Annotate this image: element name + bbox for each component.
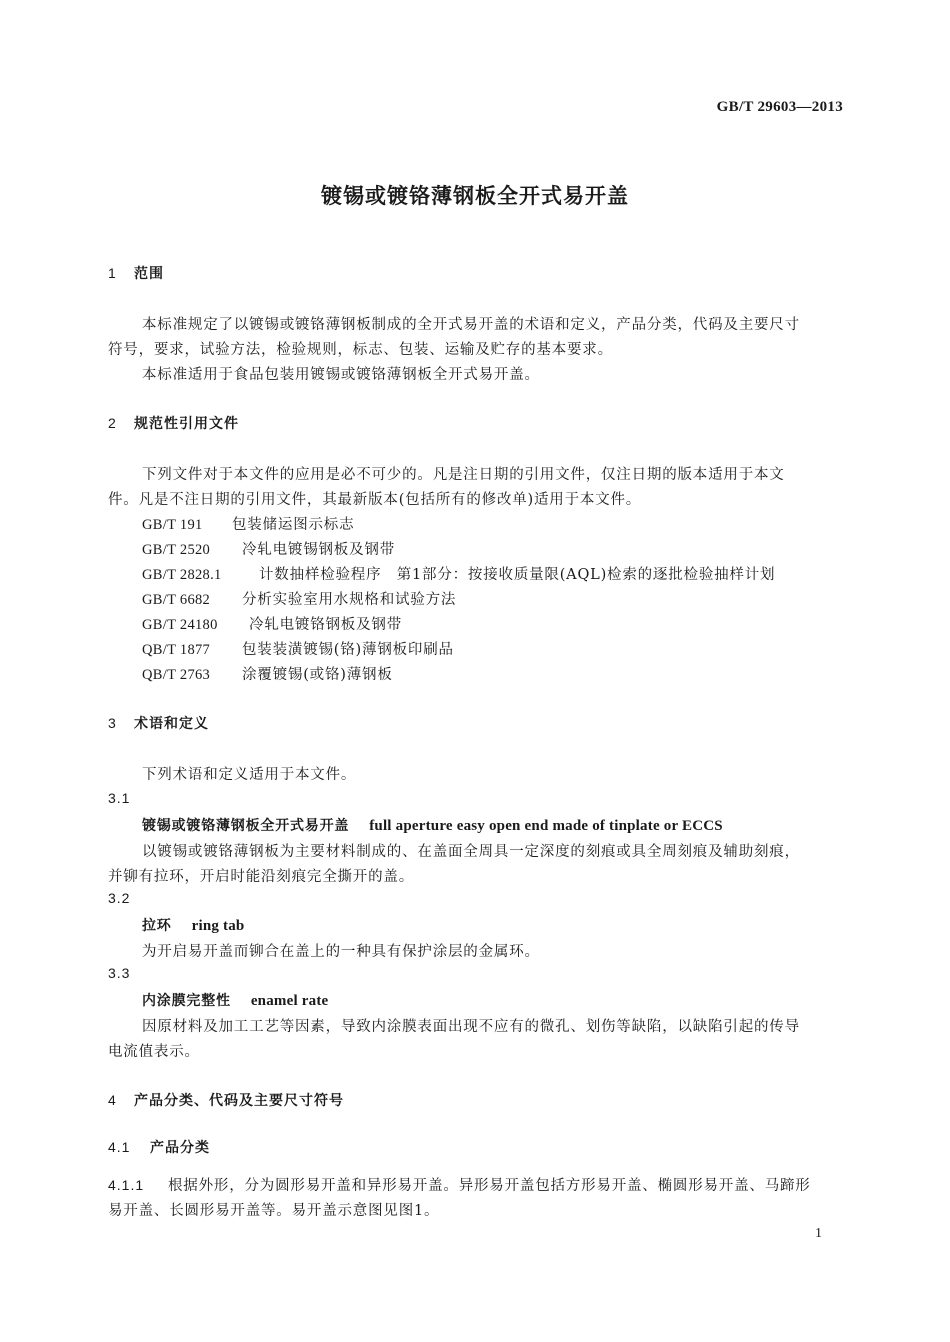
term-heading xyxy=(142,915,244,935)
document-title: 镀锡或镀铬薄钢板全开式易开盖 xyxy=(321,184,629,208)
paragraph-line: 易开盖、长圆形易开盖等。易开盖示意图见图1。 xyxy=(108,1203,440,1219)
reference-code: GB/T 24180 xyxy=(142,617,218,633)
page-number: 1 xyxy=(815,1226,822,1241)
reference-title: 计数抽样检验程序 第1部分：按接收质量限(AQL)检索的逐批检验抽样计划 xyxy=(259,567,776,583)
section-title: 产品分类、代码及主要尺寸符号 xyxy=(134,1093,344,1109)
term-number: 3.3 xyxy=(108,965,131,981)
paragraph-line: 并铆有拉环，开启时能沿刻痕完全撕开的盖。 xyxy=(108,869,414,885)
reference-title: 包装装潢镀锡(铬)薄钢板印刷品 xyxy=(242,642,454,658)
reference-code: QB/T 2763 xyxy=(142,667,211,683)
section-1-heading xyxy=(108,263,164,283)
paragraph-line: 下列文件对于本文件的应用是必不可少的。凡是注日期的引用文件，仅注日期的版本适用于本文 xyxy=(142,467,785,483)
reference-code: GB/T 191 xyxy=(142,517,203,533)
reference-item xyxy=(142,638,454,659)
section-number: 2 xyxy=(108,415,117,431)
standard-code: GB/T 29603—2013 xyxy=(716,99,843,115)
reference-code: GB/T 2828.1 xyxy=(142,567,222,583)
paragraph-line: 电流值表示。 xyxy=(108,1044,200,1060)
reference-item xyxy=(142,513,354,534)
term-english: full aperture easy open end made of tinplate or ECCS xyxy=(369,818,723,834)
section-4-heading xyxy=(108,1090,344,1110)
paragraph-line: 本标准规定了以镀锡或镀铬薄钢板制成的全开式易开盖的术语和定义，产品分类，代码及主要尺寸 xyxy=(142,317,800,333)
clause-line xyxy=(108,1174,811,1195)
term-chinese: 拉环 xyxy=(142,918,172,934)
reference-title: 涂覆镀锡(或铬)薄钢板 xyxy=(242,667,393,683)
section-title: 术语和定义 xyxy=(134,716,209,732)
subsection-title: 产品分类 xyxy=(150,1140,210,1156)
section-3-heading xyxy=(108,713,209,733)
paragraph-line: 以镀锡或镀铬薄钢板为主要材料制成的、在盖面全周具一定深度的刻痕或具全周刻痕及辅助刻痕， xyxy=(142,844,800,860)
term-heading xyxy=(142,815,723,835)
reference-code: QB/T 1877 xyxy=(142,642,211,658)
reference-item xyxy=(142,588,456,609)
term-heading xyxy=(142,990,328,1010)
paragraph-line: 件。凡是不注日期的引用文件，其最新版本(包括所有的修改单)适用于本文件。 xyxy=(108,492,642,508)
section-number: 4 xyxy=(108,1092,117,1108)
term-number: 3.1 xyxy=(108,790,131,806)
section-2-heading xyxy=(108,413,239,433)
subsection-number: 4.1 xyxy=(108,1139,131,1155)
reference-title: 分析实验室用水规格和试验方法 xyxy=(242,592,457,608)
reference-title: 冷轧电镀铬钢板及钢带 xyxy=(249,617,402,633)
subsection-heading xyxy=(108,1137,210,1157)
reference-code: GB/T 2520 xyxy=(142,542,211,558)
term-english: enamel rate xyxy=(250,993,329,1009)
paragraph-line: 下列术语和定义适用于本文件。 xyxy=(142,767,357,783)
section-title: 规范性引用文件 xyxy=(134,416,239,432)
paragraph-line: 为开启易开盖而铆合在盖上的一种具有保护涂层的金属环。 xyxy=(142,944,540,960)
clause-number: 4.1.1 xyxy=(108,1177,145,1193)
term-chinese: 镀锡或镀铬薄钢板全开式易开盖 xyxy=(142,818,350,834)
section-title: 范围 xyxy=(134,266,164,282)
paragraph-line: 因原材料及加工工艺等因素，导致内涂膜表面出现不应有的微孔、划伤等缺陷，以缺陷引起的传导 xyxy=(142,1019,800,1035)
paragraph-line: 符号，要求，试验方法，检验规则，标志、包装、运输及贮存的基本要求。 xyxy=(108,342,613,358)
paragraph-line: 本标准适用于食品包装用镀锡或镀铬薄钢板全开式易开盖。 xyxy=(142,367,540,383)
term-number: 3.2 xyxy=(108,890,131,906)
section-number: 3 xyxy=(108,715,117,731)
reference-item xyxy=(142,613,402,634)
reference-title: 包装储运图示标志 xyxy=(232,517,355,533)
term-english: ring tab xyxy=(191,918,245,934)
reference-item xyxy=(142,563,775,584)
reference-code: GB/T 6682 xyxy=(142,592,211,608)
reference-item xyxy=(142,663,393,684)
reference-item xyxy=(142,538,395,559)
section-number: 1 xyxy=(108,265,117,281)
term-chinese: 内涂膜完整性 xyxy=(142,993,231,1009)
clause-text: 根据外形，分为圆形易开盖和异形易开盖。异形易开盖包括方形易开盖、椭圆形易开盖、马蹄形 xyxy=(168,1178,811,1194)
reference-title: 冷轧电镀锡钢板及钢带 xyxy=(242,542,395,558)
